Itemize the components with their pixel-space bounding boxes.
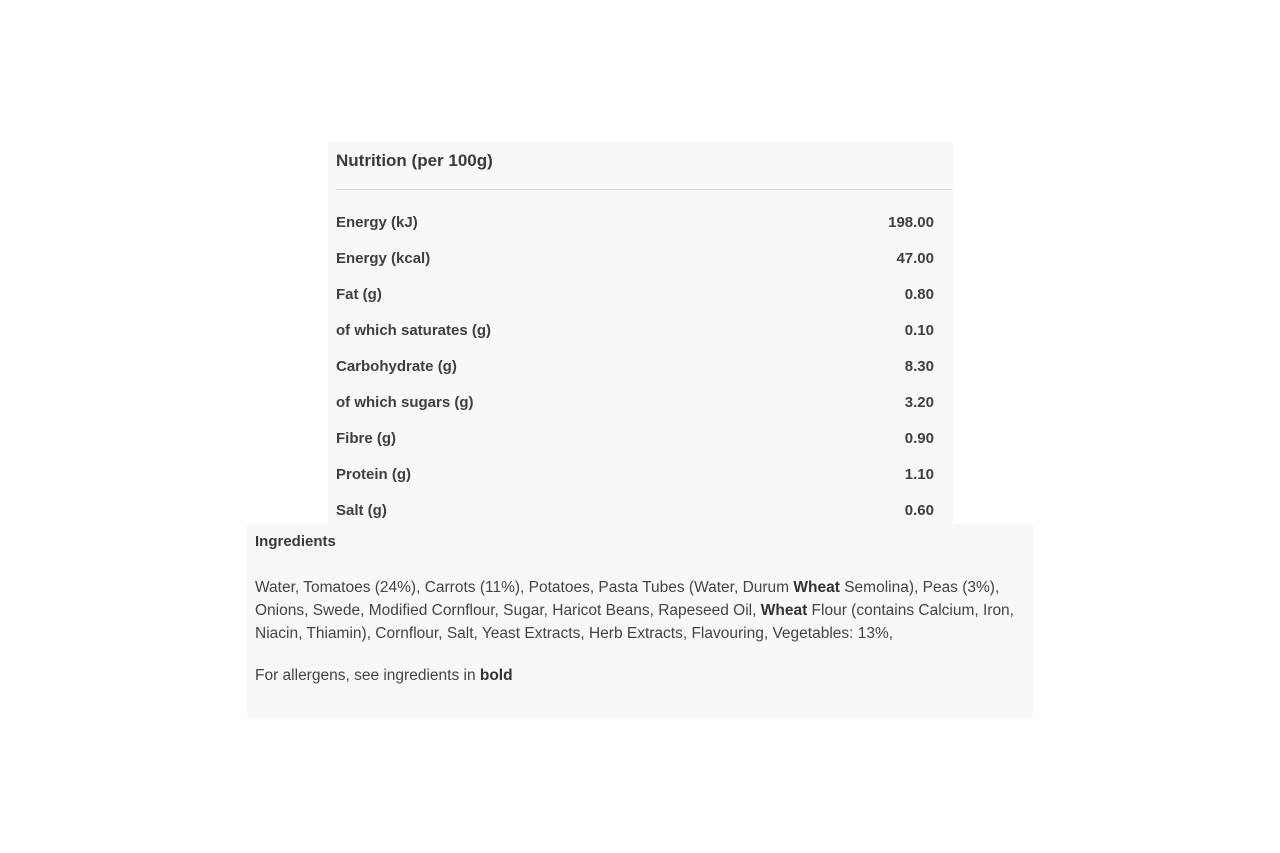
nutrient-label: Salt (g): [336, 501, 387, 519]
nutrition-row-salt: [336, 492, 934, 528]
nutrient-value: 1.10: [904, 465, 934, 483]
nutrition-row-fat: [336, 276, 934, 312]
allergen-highlight: Wheat: [793, 579, 840, 596]
allergen-note-text: For allergens, see ingredients in: [255, 667, 480, 684]
ingredients-title: Ingredients: [255, 533, 336, 550]
ingredients-text-part: Water, Tomatoes (24%), Carrots (11%), Potatoes, Pasta Tubes (Water, Durum: [255, 579, 794, 596]
nutrition-row-energy-kcal: [336, 240, 934, 276]
nutrition-row-energy-kj: [336, 204, 934, 240]
ingredients-list: [255, 576, 1025, 645]
nutrient-value: 0.60: [904, 501, 934, 519]
allergen-highlight: Wheat: [760, 602, 808, 619]
nutrition-row-protein: [336, 456, 934, 492]
nutrient-value: 0.10: [904, 321, 934, 339]
nutrient-value: 3.20: [904, 393, 934, 411]
nutrition-row-saturates: [336, 312, 934, 348]
allergen-note-bold: bold: [479, 667, 513, 684]
allergen-note: [255, 665, 1025, 687]
nutrient-label: Energy (kJ): [336, 213, 418, 231]
nutrient-label: Fat (g): [336, 285, 382, 303]
nutrient-label: of which saturates (g): [336, 321, 492, 339]
nutrition-panel: [328, 142, 953, 524]
nutrition-title: Nutrition (per 100g): [336, 151, 493, 170]
nutrient-value: 0.90: [904, 429, 934, 447]
ingredients-text-part: Semolina), Peas (3%), Onions, Swede, Modified Cornflour, Sugar, Haricot Beans, Rapeseed Oil,: [255, 579, 1000, 619]
nutrition-row-fibre: [336, 420, 934, 456]
nutrient-label: Fibre (g): [336, 429, 396, 447]
nutrient-label: Energy (kcal): [336, 249, 431, 267]
nutrition-table: [336, 204, 934, 528]
nutrient-value: 8.30: [904, 357, 934, 375]
nutrient-value: 0.80: [904, 285, 934, 303]
nutrition-row-sugars: [336, 384, 934, 420]
ingredients-text-part: Flour (contains Calcium, Iron, Niacin, Thiamin), Cornflour, Salt, Yeast Extracts, Herb Extracts, Flavouring, Vegetables: 13%,: [255, 602, 1014, 642]
nutrient-value: 198.00: [888, 213, 934, 231]
nutrition-divider: [336, 189, 953, 190]
nutrient-label: Carbohydrate (g): [336, 357, 457, 375]
nutrition-row-carbohydrate: [336, 348, 934, 384]
ingredients-panel: [247, 524, 1033, 718]
nutrient-label: Protein (g): [336, 465, 411, 483]
nutrient-value: 47.00: [896, 249, 934, 267]
nutrient-label: of which sugars (g): [336, 393, 474, 411]
